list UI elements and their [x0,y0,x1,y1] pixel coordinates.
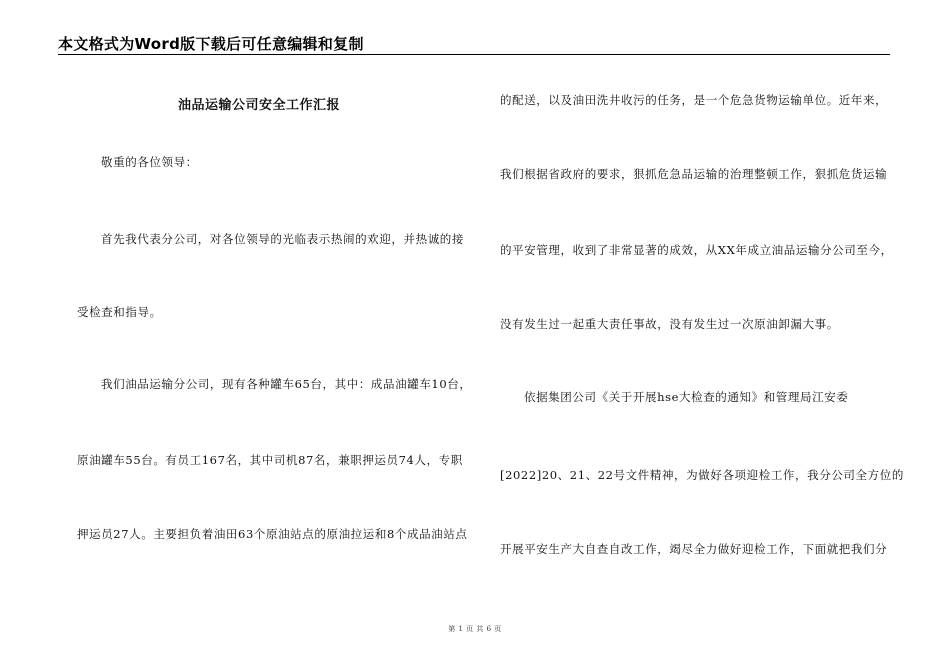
page-title: 油品运输公司安全工作汇报 [178,98,341,113]
banner-rule [58,54,890,55]
body-line: 依据集团公司《关于开展hse大检查的通知》和管理局江安委 [524,390,849,404]
body-line: 押运员27人。主要担负着油田63个原油站点的原油拉运和8个成品油站点 [77,527,468,541]
body-line: 的配送，以及油田洗井收污的任务，是一个危急货物运输单位。近年来， [500,93,888,107]
body-line: 原油罐车55台。有员工167名，其中司机87名，兼职押运员74人，专职 [77,453,463,467]
body-line: 我们油品运输分公司，现有各种罐车65台，其中：成品油罐车10台， [101,377,472,391]
body-line: 首先我代表分公司，对各位领导的光临表示热闹的欢迎，并热诚的接 [101,232,464,246]
body-line: 开展平安生产大自查自改工作，竭尽全力做好迎检工作，下面就把我们分 [500,542,888,556]
document-banner: 本文格式为Word版下载后可任意编辑和复制 [58,35,364,53]
body-line: [2022]20、21、22号文件精神，为做好各项迎检工作，我分公司全方位的 [500,468,904,482]
salutation-line: 敬重的各位领导： [101,155,198,169]
page-footer: 第 1 页 共 6 页 [448,625,502,633]
body-line: 没有发生过一起重大责任事故，没有发生过一次原油卸漏大事。 [500,317,839,331]
body-line: 的平安管理，收到了非常显著的成效，从XX年成立油品运输分公司至今， [500,243,893,257]
body-line: 受检查和指导。 [77,305,162,319]
body-line: 我们根据省政府的要求，狠抓危急品运输的治理整顿工作，狠抓危货运输 [500,167,888,181]
